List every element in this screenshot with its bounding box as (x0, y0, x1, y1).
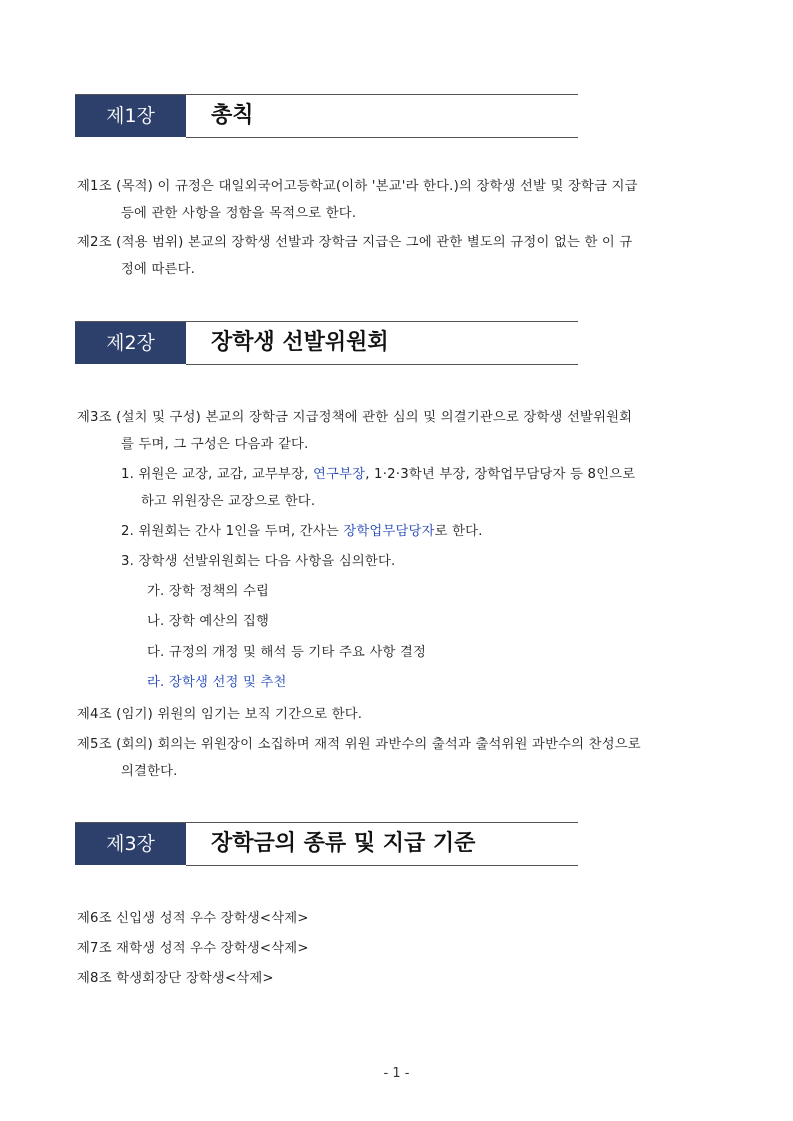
item-1-text-post: , 1·2·3학년 부장, 장학업무담당자 등 8인으로 (365, 467, 636, 482)
item-2-highlight: 장학업무담당자 (343, 524, 435, 539)
article-4: 제4조 (임기) 위원의 임기는 보직 기간으로 한다. (77, 707, 363, 722)
article-5-line-1: 제5조 (회의) 회의는 위원장이 소집하며 재적 위원 과반수의 출석과 출석위원 과반수의 찬성으로 (77, 737, 641, 752)
article-3-item-1-line-2: 하고 위원장은 교장으로 한다. (141, 494, 316, 509)
article-3-item-3: 3. 장학생 선발위원회는 다음 사항을 심의한다. (121, 554, 396, 569)
item-1-text-pre: 1. 위원은 교장, 교감, 교무부장, (121, 467, 313, 482)
item-2-text-post: 로 한다. (434, 524, 483, 539)
sub-item-ga: 가. 장학 정책의 수립 (147, 584, 270, 599)
sub-item-da: 다. 규정의 개정 및 해석 등 기타 주요 사항 결정 (147, 645, 427, 660)
sub-item-na: 나. 장학 예산의 집행 (147, 614, 270, 629)
article-2-line-2: 정에 따른다. (121, 262, 196, 277)
chapter-2-heading (75, 321, 578, 365)
article-7: 제7조 재학생 성적 우수 장학생<삭제> (77, 941, 309, 956)
article-6: 제6조 신입생 성적 우수 장학생<삭제> (77, 911, 309, 926)
page-number: - 1 - (383, 1066, 410, 1081)
heading-bottom-rule (186, 137, 578, 138)
article-2-line-1: 제2조 (적용 범위) 본교의 장학생 선발과 장학금 지급은 그에 관한 별도의 규정이 없는 한 이 규 (77, 235, 633, 250)
article-3-item-2 (121, 518, 483, 545)
article-1-line-1: 제1조 (목적) 이 규정은 대일외국어고등학교(이하 '본교'라 한다.)의 장학생 선발 및 장학금 지급 (77, 179, 638, 194)
item-2-text-pre: 2. 위원회는 간사 1인을 두며, 간사는 (121, 524, 344, 539)
heading-bottom-rule (186, 364, 578, 365)
sub-item-ra: 라. 장학생 선정 및 추천 (147, 675, 287, 690)
chapter-1-title: 총칙 (211, 103, 254, 128)
chapter-3-heading (75, 822, 578, 866)
article-3-line-2: 를 두며, 그 구성은 다음과 같다. (121, 437, 309, 452)
chapter-3-title: 장학금의 종류 및 지급 기준 (211, 831, 476, 856)
article-3-line-1: 제3조 (설치 및 구성) 본교의 장학금 지급정책에 관한 심의 및 의결기관으로 장학생 선발위원회 (77, 410, 633, 425)
chapter-1-heading (75, 94, 578, 138)
heading-bottom-rule (186, 865, 578, 866)
article-3-item-1 (121, 461, 635, 488)
article-1-line-2: 등에 관한 사항을 정함을 목적으로 한다. (121, 206, 357, 221)
chapter-1-label: 제1장 (75, 95, 186, 137)
article-5-line-2: 의결한다. (121, 764, 178, 779)
chapter-2-label: 제2장 (75, 322, 186, 364)
chapter-2-title: 장학생 선발위원회 (211, 330, 389, 355)
item-1-highlight: 연구부장 (313, 467, 366, 482)
chapter-3-label: 제3장 (75, 823, 186, 865)
article-8: 제8조 학생회장단 장학생<삭제> (77, 971, 274, 986)
